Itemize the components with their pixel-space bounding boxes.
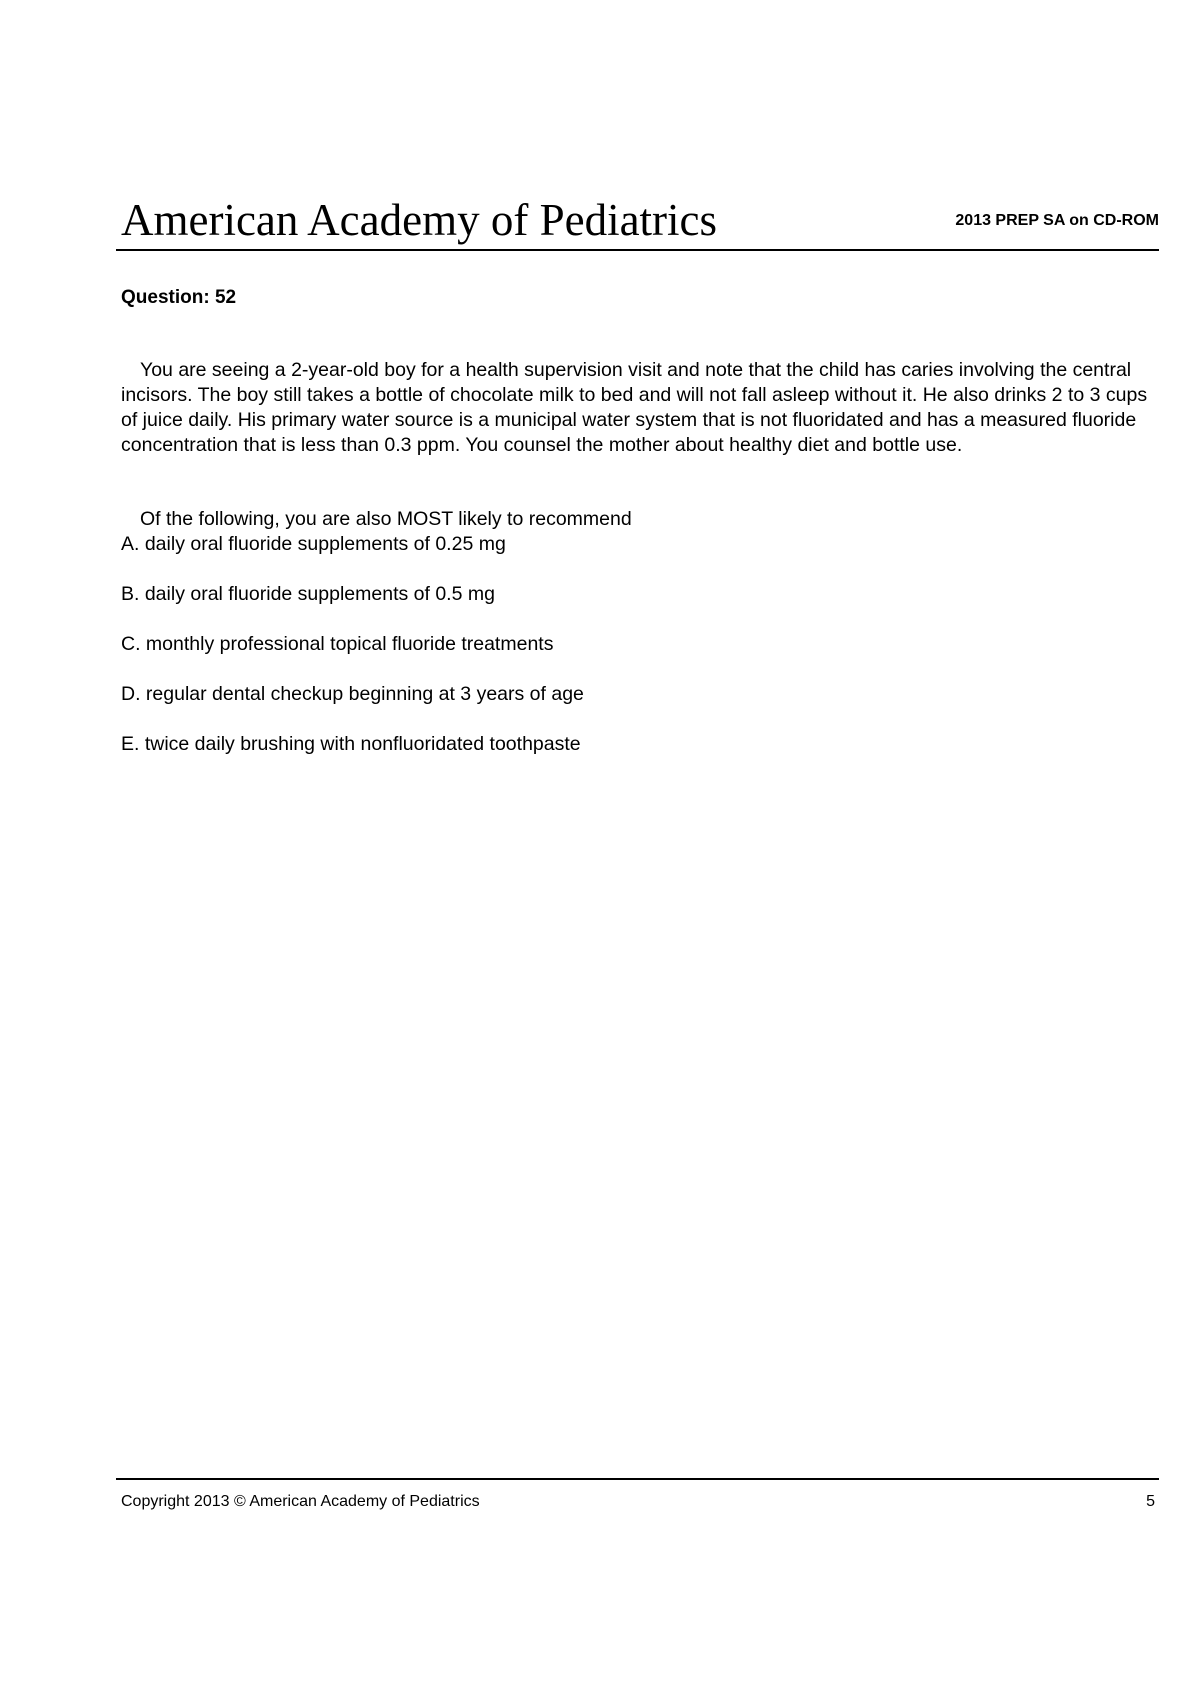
copyright-notice: Copyright 2013 © American Academy of Pediatrics [121, 1493, 480, 1510]
question-lead-in: Of the following, you are also MOST likely to recommend [140, 508, 632, 530]
question-stem: You are seeing a 2-year-old boy for a health supervision visit and note that the child has caries involving the central incisors. The boy still takes a bottle of chocolate milk to bed and will not fall asleep without it. He also drinks 2 to 3 cups of juice daily. His primary water source is a municipal water system that is not fluoridated and has a measured fluoride concentration that is less than 0.3 ppm. You counsel the mother about healthy diet and bottle use. [121, 359, 1148, 456]
edition-label: 2013 PREP SA on CD-ROM [955, 212, 1159, 229]
answer-option-b: B. daily oral fluoride supplements of 0.5 mg [121, 583, 495, 605]
answer-options [121, 532, 584, 782]
answer-option-c: C. monthly professional topical fluoride treatments [121, 633, 554, 655]
header-divider [116, 249, 1159, 251]
page-number: 5 [1146, 1493, 1155, 1510]
footer-divider [116, 1478, 1159, 1480]
answer-option-d: D. regular dental checkup beginning at 3 years of age [121, 683, 584, 705]
question-number: Question: 52 [121, 287, 237, 308]
answer-option-e: E. twice daily brushing with nonfluoridated toothpaste [121, 733, 581, 755]
publisher-title: American Academy of Pediatrics [121, 195, 718, 245]
answer-option-a: A. daily oral fluoride supplements of 0.25 mg [121, 533, 506, 555]
